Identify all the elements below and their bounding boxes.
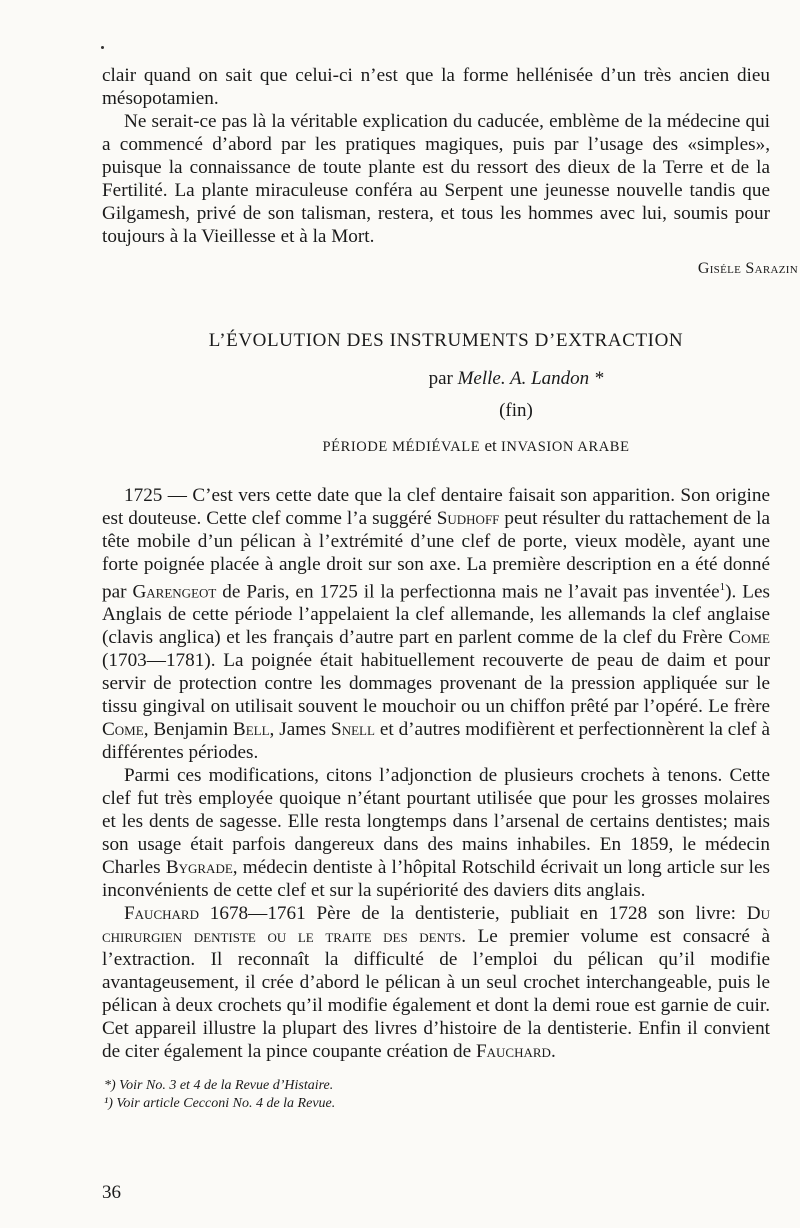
caducee-paragraph: Ne serait-ce pas là la véritable explication du caducée, emblème de la médecine qui a commencé d’abord par les pratiques magiques, puis par l’usage des «simples», puisque la connaissance de toute plante est du ressort des dieux de la Terre et de la Fertilité. La plante miraculeuse conféra au Serpent une jeunesse nouvelle tandis que Gilgamesh, privé de son talisman, restera, et tous les hommes avec lui, soumis pour toujours à la Vieillesse et à la Mort. — [102, 111, 770, 247]
person-name: Fauchard — [475, 1041, 551, 1063]
footnote-ref: 1 — [719, 581, 726, 593]
paragraph-fauchard — [102, 902, 770, 1063]
text-run: de Paris, en 1725 il la perfectionna mais ne l’avait pas inventée — [216, 581, 720, 603]
paragraph-modifications — [102, 764, 770, 902]
section-part2: INVASION ARABE — [500, 439, 630, 455]
author-signature: Giséle Sarazin — [697, 260, 798, 277]
continuation-text: clair quand on sait que celui-ci n’est que la forme hellénisée d’un très ancien dieu mésopotamien. — [102, 65, 770, 109]
author-prefix: par — [428, 368, 453, 389]
text-run: . — [550, 1041, 556, 1063]
text-run: , James — [269, 719, 332, 741]
text-run: (1703—1781). La poignée était habituellement recouverte de peau de daim et pour servir de protection contre les dommages provenant de la pression appliquée sur le tissu gingival on utilisait souvent le mouchoir ou un chiffon prêté par l’opéré. Le frère — [102, 650, 770, 718]
person-name: Garengeot — [132, 581, 217, 603]
footnotes — [102, 1077, 770, 1113]
text-run: 1725 — C’est vers cette date que la clef dentaire faisait son apparition. Son origine est douteuse. Cette clef comme l’a suggéré — [102, 485, 770, 529]
person-name: Snell — [331, 719, 375, 741]
person-name: Bygrade — [165, 857, 233, 879]
person-name: Sudhoff — [436, 508, 500, 529]
stray-mark — [101, 46, 104, 49]
text-run: peut résulter du rattachement de la tête mobile d’un pélican à l’extrémité d’une clef de porte, vieux modèle, ayant une forte poignée placée à angle droit sur son axe. La première description en a été donné par — [102, 508, 770, 603]
section-heading — [182, 436, 770, 456]
text-run: 1678—1761 Père de la dentisterie, publiait en 1728 son livre: — [198, 903, 747, 925]
article-author — [262, 368, 770, 390]
text-run: ). Les Anglais de cette période l’appelaient la clef allemande, les allemands la clef anglaise (clavis anglica) et les français d’autre part en parlent comme de la clef du Frère — [102, 581, 770, 649]
text-run: , Benjamin — [143, 719, 233, 741]
paragraph-1725 — [102, 484, 770, 764]
page-number: 36 — [102, 1182, 121, 1203]
person-name: Bell — [232, 719, 270, 741]
page-body — [102, 64, 798, 1113]
text-run: , médecin dentiste à l’hôpital Rotschild écrivait un long article sur les inconvénients de cette clef et sur la supériorité des daviers dits anglais. — [102, 857, 770, 902]
person-name: Fauchard — [124, 903, 199, 925]
section-conjunction: et — [484, 436, 497, 455]
person-name: Come — [102, 719, 144, 741]
fin-marker: (fin) — [499, 400, 533, 421]
text-run: et d’autres modifièrent et perfectionnèrent la clef à différentes périodes. — [102, 719, 770, 764]
text-run: Parmi ces modifications, citons l’adjonction de plusieurs crochets à tenons. Cette clef fut très employée quoique n’étant pourtant utilisée que pour les grosses molaires et les dents de sagesse. Elle resta longtemps dans l’arsenal de certains dentistes; mais son usage était parfois dangereux dans des mains inhabiles. En 1859, le médecin Charles — [102, 765, 770, 879]
person-name: Come — [728, 627, 770, 649]
author-name: Melle. A. Landon * — [457, 368, 604, 389]
article-title: L’ÉVOLUTION DES INSTRUMENTS D’EXTRACTION — [208, 330, 684, 351]
book-title: Du chirurgien dentiste ou le traite des dents — [102, 903, 770, 948]
section-part1: PÉRIODE MÉDIÉVALE — [322, 439, 481, 455]
text-run: . Le premier volume est consacré à l’extraction. Il reconnaît la difficulté de l’emploi du pélican qu’il modifie avantageusement, il crée d’abord le pélican à un seul crochet interchangeable, puis le pélican à deux crochets qu’il modifie également et dont la demi roue est garnie de cuir. Cet appareil illustre la plupart des livres d’histoire de la dentisterie. Enfin il convient de citer également la pince coupante création de — [102, 926, 770, 1063]
footnote: *) Voir No. 3 et 4 de la Revue d’Histaire. — [104, 1078, 334, 1094]
footnote: ¹) Voir article Cecconi No. 4 de la Revue. — [104, 1096, 336, 1112]
